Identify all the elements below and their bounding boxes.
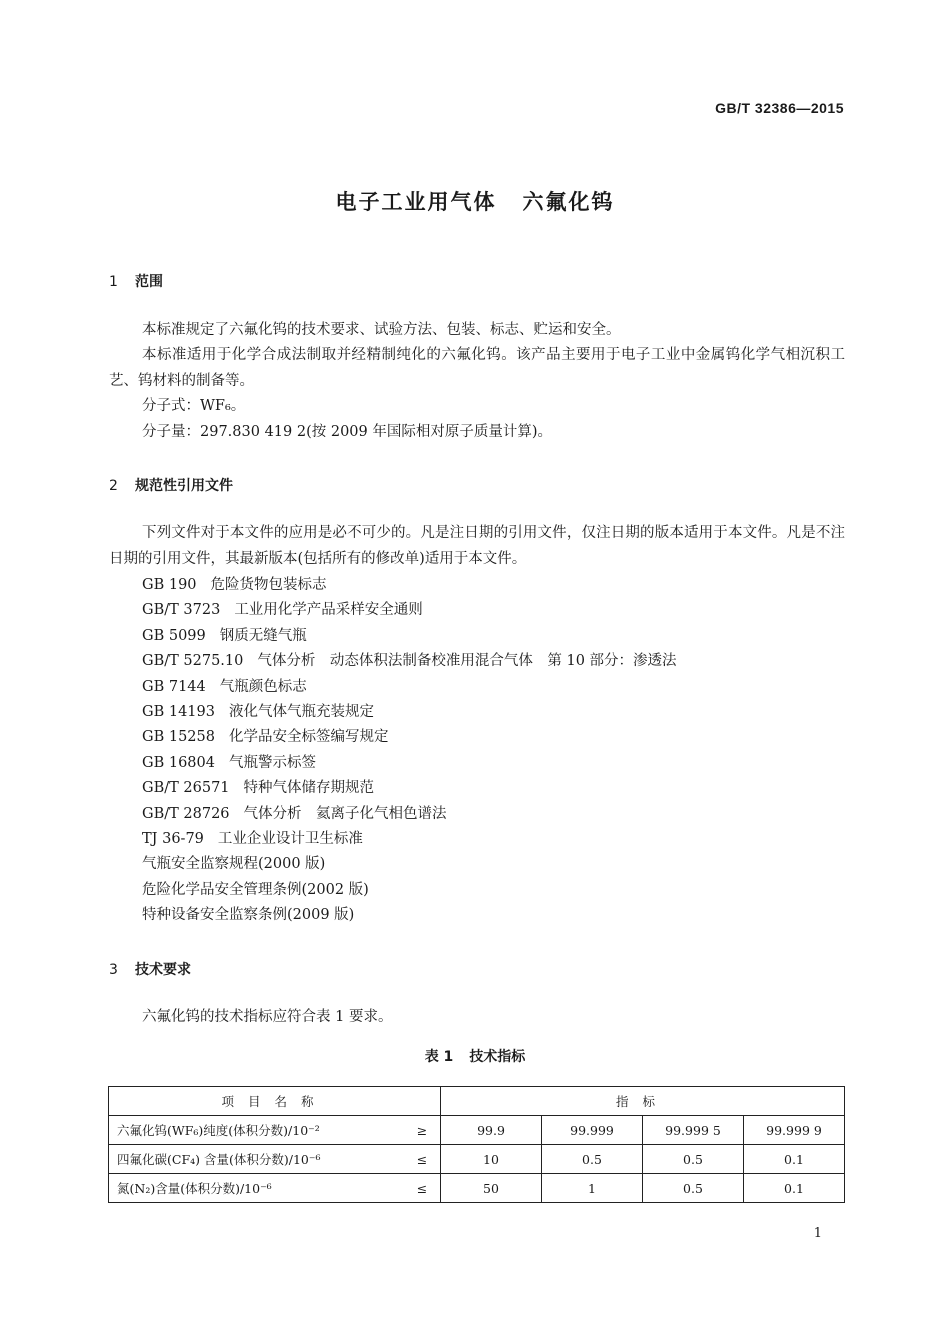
reference-code: GB/T 3723	[142, 602, 221, 619]
table-cell-value: 99.999	[542, 1116, 643, 1145]
reference-title: 液化气体气瓶充装规定	[228, 704, 374, 720]
section-title: 规范性引用文件	[135, 478, 233, 494]
table-cell-item: 六氟化钨(WF₆)纯度(体积分数)/10⁻²	[109, 1116, 405, 1145]
table-cell-value: 0.5	[542, 1145, 643, 1174]
table-cell-value: 10	[441, 1145, 542, 1174]
section-1-heading	[109, 271, 163, 291]
table-cell-value: 0.1	[744, 1174, 845, 1203]
reference-title: 工业用化学产品采样安全通则	[234, 602, 423, 619]
header-index: 指标	[441, 1087, 845, 1116]
reference-title: 气瓶颜色标志	[219, 678, 307, 695]
reference-code: GB/T 28726	[142, 805, 230, 822]
scope-paragraph-2: 本标准适用于化学合成法制取并经精制纯化的六氟化钨。该产品主要用于电子工业中金属钨化学气相沉积工艺、钨材料的制备等。	[109, 347, 845, 389]
table-cell-value: 0.1	[744, 1145, 845, 1174]
reference-item	[142, 651, 677, 671]
table-number: 表 1	[424, 1049, 454, 1065]
section-3-heading	[109, 959, 191, 979]
reference-title: 气瓶安全监察规程(2000 版)	[142, 856, 326, 873]
table-row	[109, 1145, 845, 1174]
reference-title: 气体分析 氦离子化气相色谱法	[243, 805, 447, 822]
table-caption	[0, 1046, 950, 1066]
reference-code: GB 14193	[142, 704, 215, 720]
reference-code: GB/T 5275.10	[142, 653, 244, 670]
reference-item	[142, 905, 354, 925]
reference-title: 特种气体储存期规范	[243, 780, 375, 797]
reference-title: 钢质无缝气瓶	[219, 627, 307, 644]
table-header-row	[109, 1087, 845, 1116]
molecular-formula: 分子式：WF₆。	[142, 398, 246, 414]
technical-index-table	[108, 1086, 845, 1203]
title-main: 电子工业用气体	[335, 190, 497, 214]
header-item-name: 项目名称	[109, 1087, 441, 1116]
reference-item	[142, 854, 325, 874]
table-row	[109, 1174, 845, 1203]
table-title: 技术指标	[469, 1049, 526, 1065]
section-2-heading	[109, 475, 233, 495]
requirements-paragraph: 六氟化钨的技术指标应符合表 1 要求。	[142, 1009, 393, 1025]
table-cell-value: 99.999 5	[643, 1116, 744, 1145]
table-cell-item: 四氟化碳(CF₄) 含量(体积分数)/10⁻⁶	[109, 1145, 405, 1174]
reference-title: 特种设备安全监察条例(2009 版)	[142, 907, 355, 924]
table-cell-operator: ≥	[404, 1116, 441, 1145]
reference-item	[142, 829, 363, 849]
reference-code: GB 5099	[142, 627, 206, 644]
scope-paragraph-1: 本标准规定了六氟化钨的技术要求、试验方法、包装、标志、贮运和安全。	[142, 322, 621, 338]
reference-code: GB 7144	[142, 678, 206, 695]
table-cell-operator: ≤	[404, 1174, 441, 1203]
reference-item	[142, 880, 369, 900]
section-title: 范围	[135, 274, 163, 290]
reference-title: 危险货物包装标志	[210, 577, 327, 593]
section-title: 技术要求	[135, 962, 191, 978]
reference-item	[142, 753, 316, 773]
reference-code: GB 16804	[142, 754, 215, 771]
reference-item	[142, 778, 374, 798]
table-row	[109, 1116, 845, 1145]
reference-item	[142, 727, 388, 747]
references-intro: 下列文件对于本文件的应用是必不可少的。凡是注日期的引用文件，仅注日期的版本适用于本文件。凡是不注日期的引用文件，其最新版本(包括所有的修改单)适用于本文件。	[109, 525, 845, 567]
reference-item	[142, 626, 307, 646]
table-cell-value: 0.5	[643, 1145, 744, 1174]
table-cell-value: 1	[542, 1174, 643, 1203]
table-cell-value: 50	[441, 1174, 542, 1203]
section-number: 2	[109, 478, 118, 494]
reference-item	[142, 677, 307, 697]
reference-code: TJ 36-79	[142, 831, 204, 847]
table-cell-value: 0.5	[643, 1174, 744, 1203]
reference-title: 化学品安全标签编写规定	[228, 729, 389, 746]
reference-item	[142, 575, 327, 595]
reference-item	[142, 702, 374, 722]
reference-title: 气体分析 动态体积法制备校准用混合气体 第 10 部分：渗透法	[257, 653, 677, 670]
table-cell-item: 氮(N₂)含量(体积分数)/10⁻⁶	[109, 1174, 405, 1203]
table-cell-operator: ≤	[404, 1145, 441, 1174]
molecular-weight: 分子量：297.830 419 2(按 2009 年国际相对原子质量计算)。	[142, 424, 553, 440]
title-sub: 六氟化钨	[522, 190, 615, 214]
reference-code: GB/T 26571	[142, 780, 230, 797]
reference-title: 工业企业设计卫生标准	[217, 831, 363, 847]
reference-item	[142, 804, 447, 824]
table-cell-value: 99.999 9	[744, 1116, 845, 1145]
section-number: 3	[109, 962, 118, 978]
document-title	[0, 186, 950, 216]
reference-item	[142, 600, 423, 620]
reference-code: GB 190	[142, 577, 197, 593]
table-cell-value: 99.9	[441, 1116, 542, 1145]
standard-number: GB/T 32386—2015	[715, 100, 844, 116]
page-number: 1	[813, 1226, 822, 1241]
reference-title: 危险化学品安全管理条例(2002 版)	[142, 881, 369, 898]
reference-code: GB 15258	[142, 729, 215, 746]
reference-title: 气瓶警示标签	[228, 754, 316, 771]
section-number: 1	[109, 274, 118, 290]
